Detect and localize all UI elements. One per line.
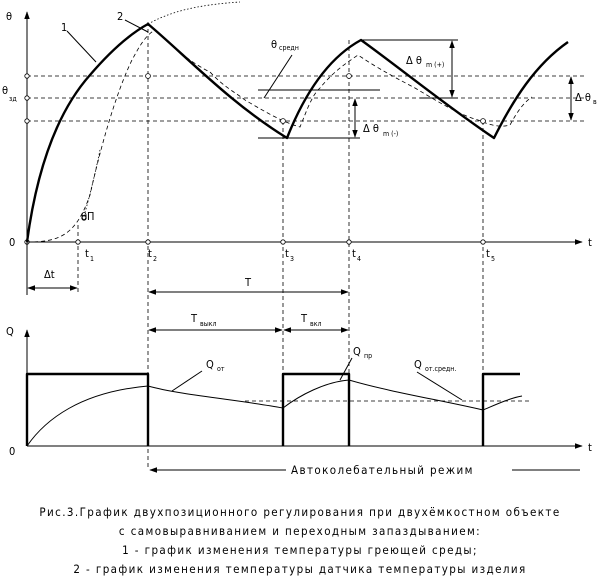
t2-label: t bbox=[148, 247, 152, 260]
t-vykl-label: T bbox=[191, 312, 198, 325]
time-mark bbox=[347, 240, 351, 244]
switch-point bbox=[146, 74, 151, 79]
level-marker bbox=[25, 74, 29, 78]
delta-theta-v-sub: в bbox=[593, 98, 597, 106]
t4-sub: 4 bbox=[357, 255, 362, 263]
t2-sub: 2 bbox=[153, 255, 158, 263]
time-mark bbox=[146, 240, 150, 244]
delta-t-label: Δt bbox=[44, 268, 55, 281]
q-pr-square-wave bbox=[27, 374, 520, 446]
t3-label: t bbox=[285, 247, 289, 260]
theta-p-label: θП bbox=[81, 210, 95, 223]
curve-2-label: 2 bbox=[117, 10, 124, 23]
period-label: T bbox=[245, 276, 252, 289]
theta-zd-sub: зд bbox=[9, 95, 17, 103]
self-oscillation-mode bbox=[150, 463, 580, 477]
delta-theta-m-minus-sub: m (-) bbox=[383, 130, 399, 138]
t-vkl-sub: вкл bbox=[310, 320, 322, 328]
curve-2-initial bbox=[84, 150, 100, 216]
q-ot-curve bbox=[27, 380, 522, 446]
time-mark bbox=[76, 240, 80, 244]
switch-point bbox=[481, 119, 486, 124]
top-graph-labels bbox=[2, 10, 597, 263]
time-axis-label-top: t bbox=[588, 236, 592, 249]
curve-1-unregulated bbox=[148, 2, 240, 24]
q-ot-label: Q bbox=[206, 358, 214, 371]
delta-theta-m-minus-label: Δ θ bbox=[363, 122, 379, 135]
origin-label-top: 0 bbox=[9, 236, 16, 249]
delta-theta-m-plus-label: Δ θ bbox=[406, 54, 422, 67]
theta-axis-label: θ bbox=[6, 10, 13, 23]
delta-theta-m-plus-sub: m (+) bbox=[426, 61, 445, 69]
q-ot-sredn-label: Q bbox=[414, 358, 422, 371]
t-vkl-label: T bbox=[301, 312, 308, 325]
caption-line-4: 2 - график изменения температуры датчика температуры изделия bbox=[73, 562, 527, 576]
curve-1-label: 1 bbox=[61, 21, 68, 34]
caption-line-1: Рис.3.График двухпозиционного регулирования при двухёмкостном объекте bbox=[39, 505, 561, 519]
theta-sredn-sub: средн bbox=[279, 44, 299, 52]
level-marker bbox=[25, 96, 29, 100]
top-graph bbox=[25, 2, 585, 470]
theta-zd-label: θ bbox=[2, 84, 9, 97]
interval-dimensions bbox=[27, 242, 348, 330]
bottom-graph bbox=[6, 325, 592, 458]
caption-line-2: с самовыравниванием и переходным запаздыванием: bbox=[118, 524, 482, 538]
time-mark bbox=[481, 240, 485, 244]
delta-theta-v-label: Δ θ bbox=[575, 91, 591, 104]
curve-1-heating-medium bbox=[27, 24, 568, 242]
caption-line-3: 1 - график изменения температуры греющей среды; bbox=[122, 543, 478, 557]
t5-sub: 5 bbox=[491, 255, 496, 263]
switch-point bbox=[347, 74, 352, 79]
figure-caption bbox=[39, 505, 560, 576]
q-ot-leader bbox=[172, 371, 202, 391]
t1-sub: 1 bbox=[90, 255, 95, 263]
theta-sredn-leader bbox=[264, 55, 292, 98]
q-ot-sub: от bbox=[217, 365, 225, 373]
t1-label: t bbox=[85, 247, 89, 260]
level-marker bbox=[25, 119, 29, 123]
curve-1-leader bbox=[67, 31, 96, 62]
t3-sub: 3 bbox=[290, 255, 295, 263]
origin-label-bottom: 0 bbox=[9, 445, 16, 458]
theta-sredn-label: θ bbox=[271, 38, 278, 51]
time-mark bbox=[281, 240, 285, 244]
q-pr-sub: пр bbox=[364, 352, 373, 360]
q-ot-sredn-leader bbox=[417, 372, 462, 400]
switch-point bbox=[281, 119, 286, 124]
q-pr-label: Q bbox=[353, 345, 361, 358]
t4-label: t bbox=[352, 247, 356, 260]
q-ot-sredn-sub: от.средн. bbox=[425, 365, 457, 373]
time-axis-label-bottom: t bbox=[588, 441, 592, 454]
t-vykl-sub: выкл bbox=[200, 320, 217, 328]
t5-label: t bbox=[486, 247, 490, 260]
mode-label: Автоколебательный режим bbox=[291, 463, 474, 477]
q-axis-label: Q bbox=[6, 325, 14, 338]
